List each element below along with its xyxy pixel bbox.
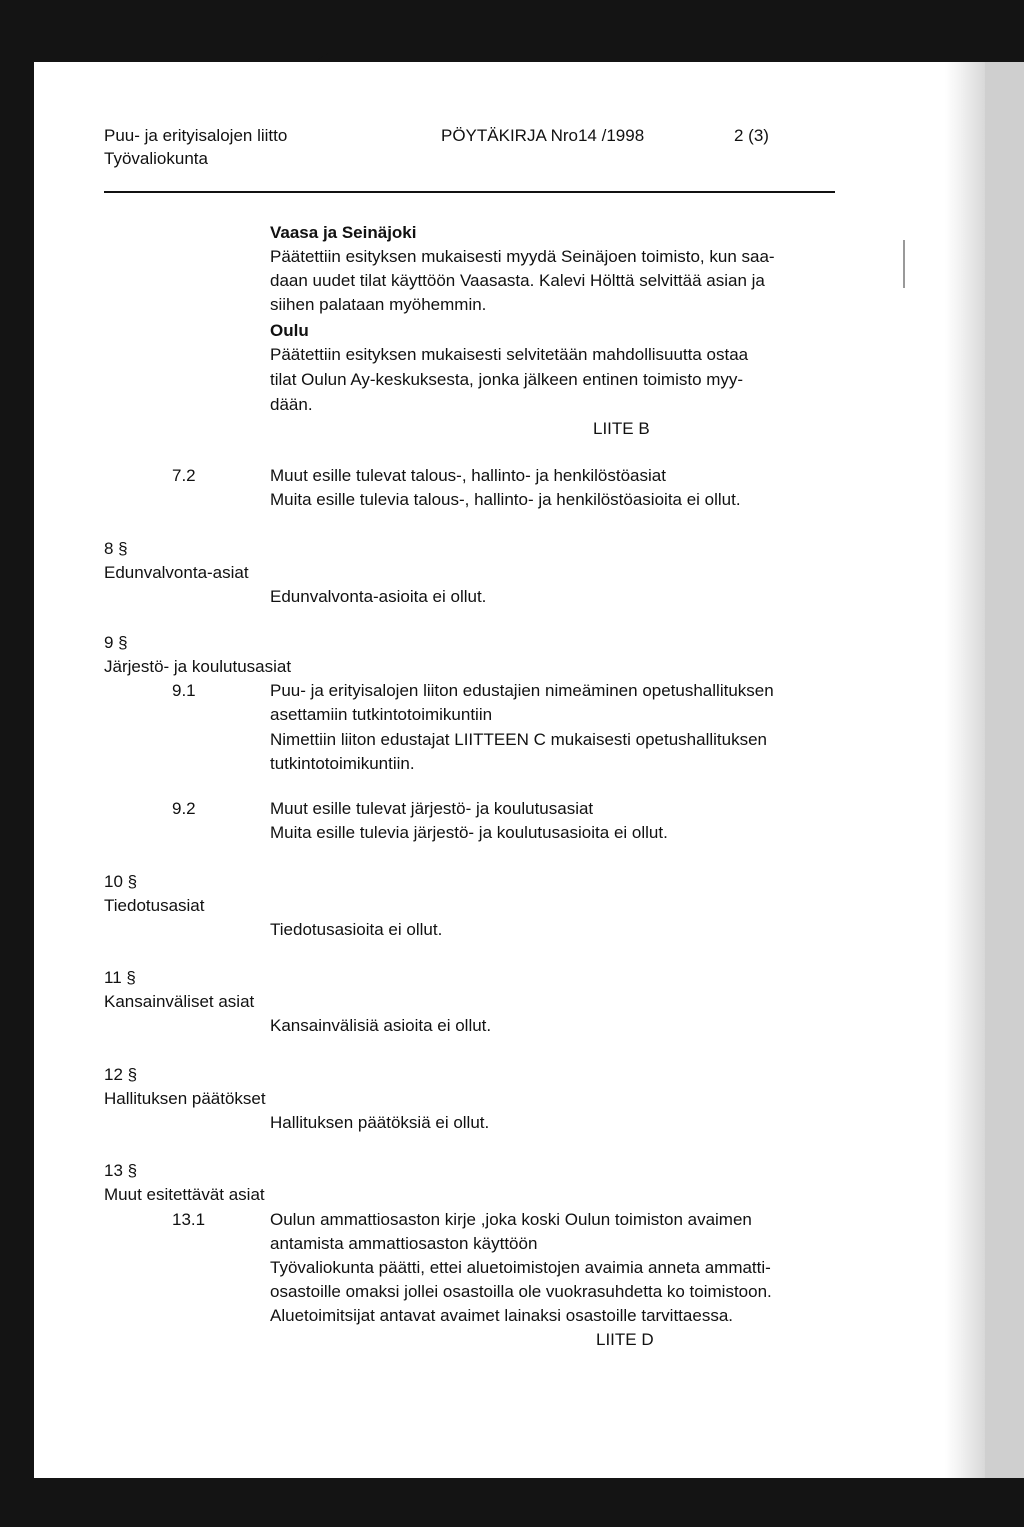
scan-border-right xyxy=(985,62,1024,1478)
section-title: Kansainväliset asiat xyxy=(104,992,255,1011)
section-text: Edunvalvonta-asioita ei ollut. xyxy=(270,587,487,606)
paper-edge-shadow xyxy=(945,62,985,1478)
item-text: Nimettiin liiton edustajat LIITTEEN C mukaisesti opetushallituksen xyxy=(270,730,767,749)
attachment-label: LIITE B xyxy=(593,419,650,438)
oulu-line: tilat Oulun Ay-keskuksesta, jonka jälkeen entinen toimisto myy- xyxy=(270,370,744,389)
item-title: Oulun ammattiosaston kirje ,joka koski Oulun toimiston avaimen xyxy=(270,1210,752,1229)
section-number: 10 § xyxy=(104,872,138,891)
item-text: osastoille omaksi jollei osastoilla ole vuokrasuhdetta ko toimistoon. xyxy=(270,1282,772,1301)
section-number: 11 § xyxy=(104,968,136,987)
document-title: PÖYTÄKIRJA Nro14 /1998 xyxy=(441,126,645,145)
attachment-label: LIITE D xyxy=(596,1330,654,1349)
item-number: 13.1 xyxy=(172,1210,206,1229)
section-title: Edunvalvonta-asiat xyxy=(104,563,249,582)
item-text: tutkintotoimikuntiin. xyxy=(270,754,415,773)
item-text: Aluetoimitsijat antavat avaimet lainaksi osastoille tarvittaessa. xyxy=(270,1306,733,1325)
header-rule xyxy=(104,191,835,193)
item-text: Työvaliokunta päätti, ettei aluetoimistojen avaimia anneta ammatti- xyxy=(270,1258,771,1277)
committee-name: Työvaliokunta xyxy=(104,149,208,168)
section-number: 13 § xyxy=(104,1161,138,1180)
vaasa-line: Päätettiin esityksen mukaisesti myydä Seinäjoen toimisto, kun saa- xyxy=(270,247,775,266)
scan-border-bottom xyxy=(0,1478,1024,1527)
section-title: Muut esitettävät asiat xyxy=(104,1185,265,1204)
item-title: antamista ammattiosaston käyttöön xyxy=(270,1234,538,1253)
item-text: Muita esille tulevia talous-, hallinto- ja henkilöstöasioita ei ollut. xyxy=(270,490,741,509)
oulu-heading: Oulu xyxy=(270,321,309,340)
scan-border-left xyxy=(0,0,34,1527)
section-text: Hallituksen päätöksiä ei ollut. xyxy=(270,1113,490,1132)
item-text: Muita esille tulevia järjestö- ja koulutusasioita ei ollut. xyxy=(270,823,668,842)
org-name: Puu- ja erityisalojen liitto xyxy=(104,126,288,145)
margin-mark xyxy=(903,240,905,288)
item-number: 9.1 xyxy=(172,681,196,700)
section-number: 8 § xyxy=(104,539,128,558)
item-number: 9.2 xyxy=(172,799,196,818)
section-text: Kansainvälisiä asioita ei ollut. xyxy=(270,1016,492,1035)
section-text: Tiedotusasioita ei ollut. xyxy=(270,920,443,939)
vaasa-line: daan uudet tilat käyttöön Vaasasta. Kalevi Hölttä selvittää asian ja xyxy=(270,271,765,290)
item-title: Puu- ja erityisalojen liiton edustajien nimeäminen opetushallituksen xyxy=(270,681,774,700)
page-number: 2 (3) xyxy=(734,126,769,145)
oulu-line: Päätettiin esityksen mukaisesti selvitetään mahdollisuutta ostaa xyxy=(270,345,749,364)
section-title: Tiedotusasiat xyxy=(104,896,205,915)
item-title: Muut esille tulevat järjestö- ja koulutusasiat xyxy=(270,799,594,818)
oulu-line: dään. xyxy=(270,395,313,414)
vaasa-heading: Vaasa ja Seinäjoki xyxy=(270,223,417,242)
item-title: Muut esille tulevat talous-, hallinto- ja henkilöstöasiat xyxy=(270,466,666,485)
section-number: 12 § xyxy=(104,1065,138,1084)
section-title: Järjestö- ja koulutusasiat xyxy=(104,657,292,676)
section-title: Hallituksen päätökset xyxy=(104,1089,266,1108)
item-number: 7.2 xyxy=(172,466,196,485)
vaasa-line: siihen palataan myöhemmin. xyxy=(270,295,487,314)
section-number: 9 § xyxy=(104,633,128,652)
item-title: asettamiin tutkintotoimikuntiin xyxy=(270,705,493,724)
